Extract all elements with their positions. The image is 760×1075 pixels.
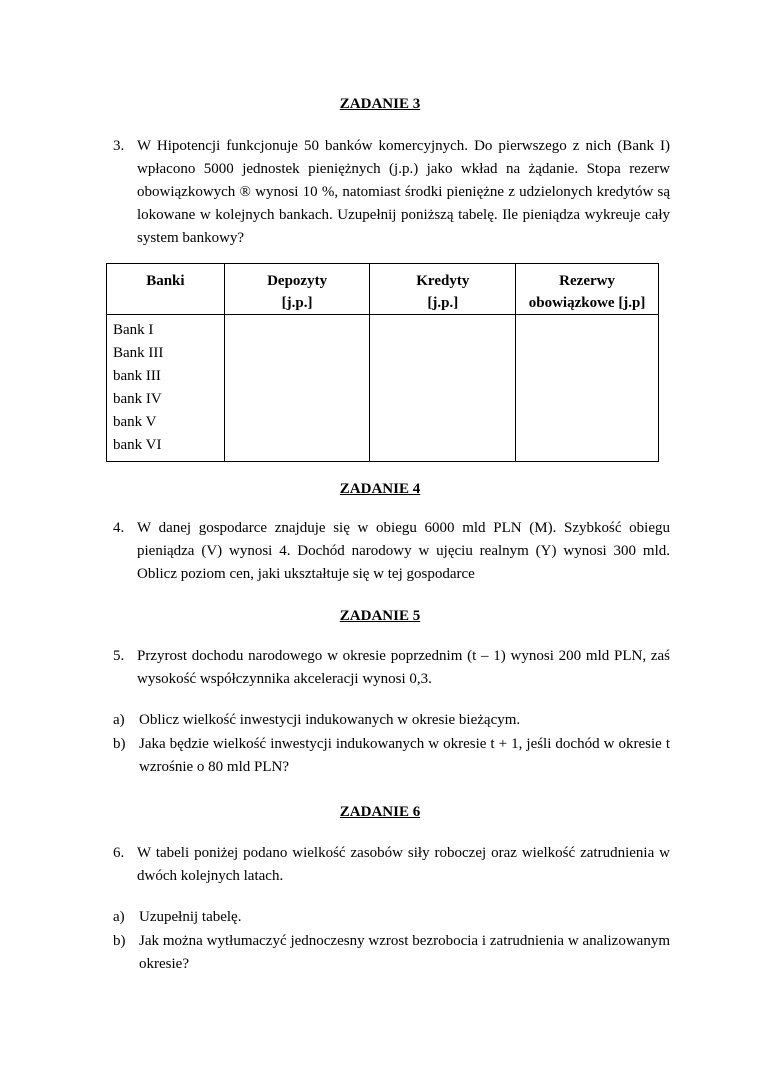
task6-item-b-text: Jak można wytłumaczyć jednoczesny wzrost bezrobocia i zatrudnienia w analizowanym okresie? — [139, 933, 670, 972]
task4-number: 4. — [113, 520, 125, 536]
task6-number: 6. — [113, 845, 125, 861]
bank-names-cell — [107, 315, 225, 462]
task6-item-a-mark: a) — [113, 909, 125, 925]
bank-name: Bank III — [113, 345, 164, 361]
task4-text: W danej gospodarce znajduje się w obiegu 6000 mld PLN (M). Szybkość obiegu pieniądza (V) wynosi 4. Dochód narodowy w ujęciu realnym (Y) wynosi 300 mld. Oblicz poziom cen, jaki ukształtuje się w tej gospodarce — [137, 520, 670, 582]
header-credits-unit: [j.p.] — [427, 295, 459, 311]
task6-text: W tabeli poniżej podano wielkość zasobów siły roboczej oraz wielkość zatrudnienia w dwóch kolejnych latach. — [137, 845, 670, 884]
credits-cell[interactable] — [370, 315, 516, 462]
bank-name: bank V — [113, 414, 157, 430]
bank-name: bank VI — [113, 437, 162, 453]
task4-paragraph — [113, 517, 670, 586]
bank-name: bank IV — [113, 391, 162, 407]
task6-item-b-mark: b) — [113, 933, 126, 949]
task5-item-a — [113, 709, 670, 732]
task5-item-a-text: Oblicz wielkość inwestycji indukowanych w okresie bieżącym. — [139, 712, 521, 728]
banks-table — [106, 263, 659, 462]
header-reserves — [516, 264, 659, 315]
task6-item-a — [113, 906, 670, 929]
task5-item-a-mark: a) — [113, 712, 125, 728]
bank-name: Bank I — [113, 322, 154, 338]
header-deposits — [224, 264, 370, 315]
banks-table-header-row — [107, 264, 659, 315]
header-banks — [107, 264, 225, 315]
task3-text: W Hipotencji funkcjonuje 50 banków komercyjnych. Do pierwszego z nich (Bank I) wpłacono 5000 jednostek pieniężnych (j.p.) jako wkład na żądanie. Stopa rezerw obowiązkowych ® wynosi 10 %, natomiast środki pieniężne z udzielonych kredytów są lokowane w kolejnych bankach. Uzupełnij poniższą tabelę. Ile pieniądza wykreuje cały system bankowy? — [137, 138, 670, 246]
task6-item-b — [113, 930, 670, 976]
task5-item-b-mark: b) — [113, 736, 126, 752]
task6-item-a-text: Uzupełnij tabelę. — [139, 909, 242, 925]
deposits-cell[interactable] — [224, 315, 370, 462]
task6-paragraph — [113, 842, 670, 888]
header-credits-label: Kredyty — [416, 273, 470, 289]
task5-text: Przyrost dochodu narodowego w okresie poprzednim (t – 1) wynosi 200 mld PLN, zaś wysokość współczynnika akceleracji wynosi 0,3. — [137, 648, 670, 687]
task5-item-b-text: Jaka będzie wielkość inwestycji indukowanych w okresie t + 1, jeśli dochód w okresie t wzrośnie o 80 mld PLN? — [139, 736, 670, 775]
task3-heading: ZADANIE 3 — [339, 96, 421, 112]
task4-heading: ZADANIE 4 — [339, 481, 421, 497]
task5-number: 5. — [113, 648, 125, 664]
bank-name: bank III — [113, 368, 161, 384]
header-banks-label: Banki — [146, 273, 185, 289]
header-reserves-label: Rezerwy — [559, 273, 615, 289]
banks-table-body-row — [107, 315, 659, 462]
header-reserves-unit: obowiązkowe [j.p] — [528, 295, 646, 311]
reserves-cell[interactable] — [516, 315, 659, 462]
task3-paragraph — [113, 135, 670, 250]
task6-heading: ZADANIE 6 — [339, 804, 421, 820]
task5-heading: ZADANIE 5 — [339, 608, 421, 624]
header-credits — [370, 264, 516, 315]
task3-number: 3. — [113, 138, 125, 154]
task5-paragraph — [113, 645, 670, 691]
header-deposits-label: Depozyty — [267, 273, 328, 289]
task5-item-b — [113, 733, 670, 779]
header-deposits-unit: [j.p.] — [281, 295, 313, 311]
